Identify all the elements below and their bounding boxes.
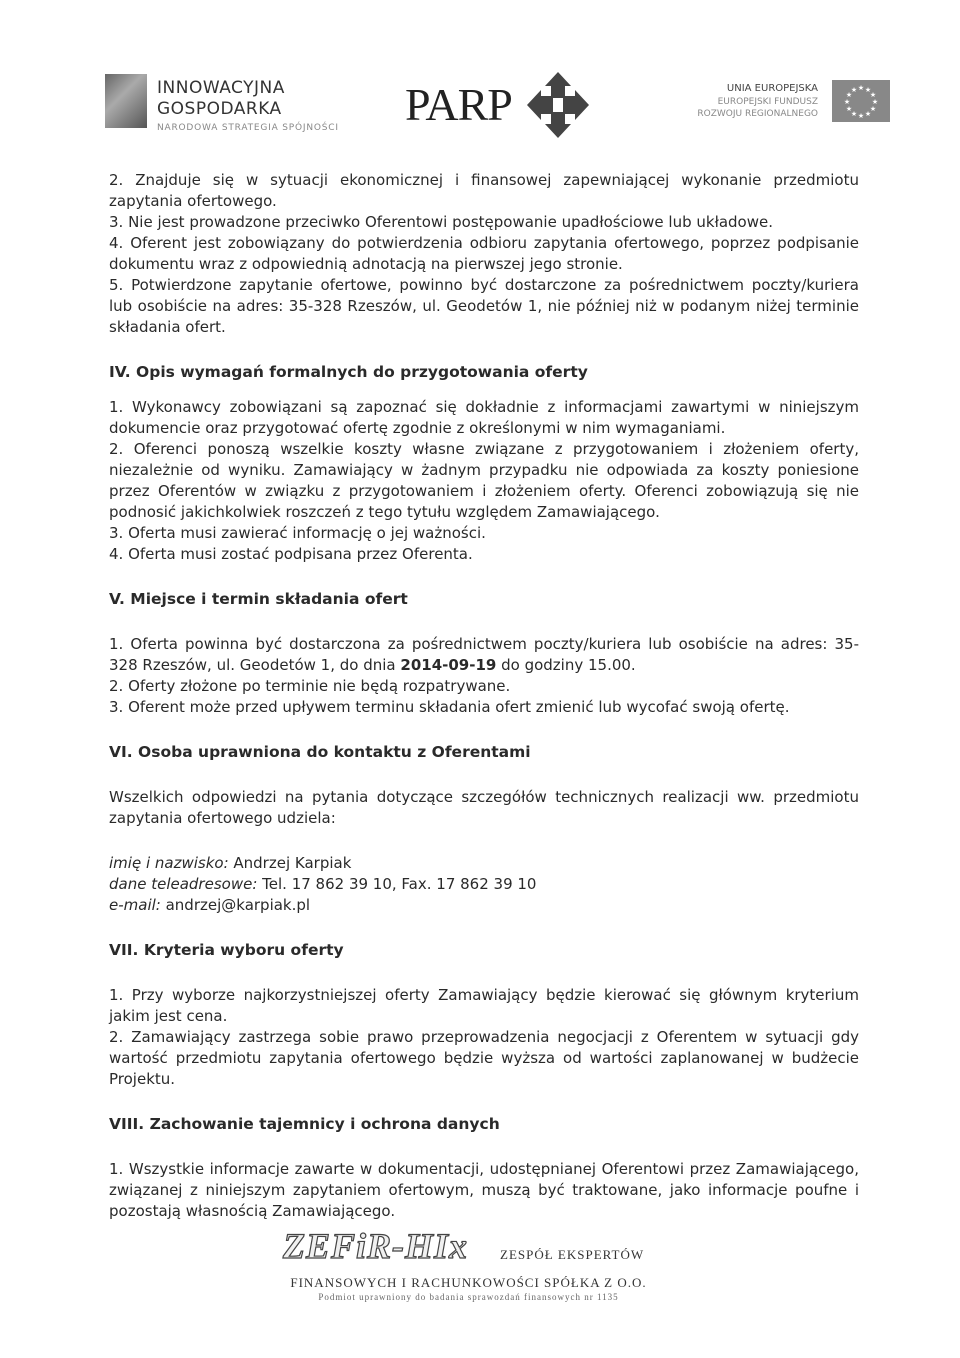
svg-text:★: ★	[864, 110, 872, 118]
ig-logo-line2: GOSPODARKA	[157, 99, 282, 119]
contact-name-label: imię i nazwisko:	[109, 854, 229, 872]
contact-phone-label: dane teleadresowe:	[109, 875, 258, 893]
innowacyjna-gospodarka-mark-icon	[105, 74, 147, 128]
section-v-item-1-text: 1. Oferta powinna być dostarczona za pośrednictwem poczty/kuriera lub osobiście na adres: 35-328 Rzeszów, ul. Geodetów 1, do dnia	[109, 635, 859, 674]
condition-2: 2. Znajduje się w sytuacji ekonomicznej i finansowej zapewniającej wykonanie przedmiotu zapytania ofertowego.	[109, 171, 859, 210]
document-body	[109, 170, 859, 1222]
svg-text:★: ★	[869, 91, 877, 99]
section-iv-item-4: 4. Oferta musi zostać podpisana przez Oferenta.	[109, 545, 473, 563]
contact-phone-value: Tel. 17 862 39 10, Fax. 17 862 39 10	[257, 875, 537, 893]
section-v-item-2: 2. Oferty złożone po terminie nie będą rozpatrywane.	[109, 677, 511, 695]
ig-logo-line3: NARODOWA STRATEGIA SPÓJNOŚCI	[157, 123, 339, 133]
svg-text:★: ★	[850, 86, 858, 94]
section-vi-intro: Wszelkich odpowiedzi na pytania dotyczące szczegółów technicznych realizacji ww. przedmiotu zapytania ofertowego udziela:	[109, 788, 859, 827]
contact-name	[109, 853, 859, 874]
parp-logo-text: PARP	[405, 79, 512, 130]
svg-text:★: ★	[857, 84, 865, 92]
contact-name-value: Andrzej Karpiak	[228, 854, 352, 872]
svg-text:★: ★	[871, 98, 879, 106]
contact-email-label: e-mail:	[109, 896, 161, 914]
stamp-line3: Podmiot uprawniony do badania sprawozdań finansowych nr 1135	[318, 1292, 619, 1302]
contact-phone	[109, 874, 859, 895]
condition-4: 4. Oferent jest zobowiązany do potwierdzenia odbioru zapytania ofertowego, poprzez podpisanie dokumentu wraz z odpowiednią adnotacją na pierwszej jego stronie.	[109, 234, 859, 273]
deadline-date: 2014-09-19	[400, 656, 497, 674]
stamp-line1: ZESPÓŁ EKSPERTÓW	[500, 1247, 645, 1262]
eu-logo	[690, 80, 890, 130]
stamp-logo: ZEFiR-HIx	[283, 1226, 469, 1266]
eu-logo-line3: ROZWOJU REGIONALNEGO	[697, 109, 818, 119]
section-vii-item-1: 1. Przy wyborze najkorzystniejszej oferty Zamawiający będzie kierować się głównym kryterium jakim jest cena.	[109, 986, 859, 1025]
svg-text:★: ★	[864, 86, 872, 94]
stamp-line2: FINANSOWYCH I RACHUNKOWOŚCI SPÓŁKA Z O.O.	[290, 1275, 647, 1290]
page-header	[0, 0, 960, 150]
contact-email	[109, 895, 859, 916]
section-iv-item-1: 1. Wykonawcy zobowiązani są zapoznać się dokładnie z informacjami zawartymi w niniejszym dokumencie oraz przygotować ofertę zgodnie z określonymi w nim wymaganiami.	[109, 398, 859, 437]
section-vii-heading: VII. Kryteria wyboru oferty	[109, 941, 344, 959]
eu-logo-line1: UNIA EUROPEJSKA	[726, 83, 818, 94]
eu-logo-line2: EUROPEJSKI FUNDUSZ	[717, 97, 818, 107]
condition-3: 3. Nie jest prowadzone przeciwko Oferentowi postępowanie upadłościowe lub układowe.	[109, 213, 773, 231]
section-v-item-1-time: do godziny 15.00.	[496, 656, 636, 674]
svg-text:★: ★	[845, 105, 853, 113]
section-iv-heading: IV. Opis wymagań formalnych do przygotowania oferty	[109, 363, 588, 381]
innowacyjna-gospodarka-logo	[105, 72, 405, 134]
section-v-item-1	[109, 634, 859, 676]
ig-logo-line1: INNOWACYJNA	[157, 78, 285, 98]
section-vi-heading: VI. Osoba uprawniona do kontaktu z Oferentami	[109, 743, 531, 761]
section-vii-item-2: 2. Zamawiający zastrzega sobie prawo przeprowadzenia negocjacji z Oferentem w sytuacji gdy wartość przedmiotu zapytania ofertowego będzie wyższa od wartości zaplanowanej w budżecie Projektu.	[109, 1028, 859, 1088]
svg-text:★: ★	[869, 105, 877, 113]
svg-text:★: ★	[843, 98, 851, 106]
section-iv-item-3: 3. Oferta musi zawierać informację o jej ważności.	[109, 524, 486, 542]
company-stamp	[0, 1225, 960, 1305]
svg-text:★: ★	[845, 91, 853, 99]
parp-logo	[405, 70, 605, 140]
section-viii-item-1: 1. Wszystkie informacje zawarte w dokumentacji, udostępnianej Oferentowi przez Zamawiającego, związanej z niniejszym zapytaniem ofertowym, muszą być traktowane, jako informacje poufne i pozostają własnością Zamawiającego.	[109, 1160, 859, 1220]
section-iv-item-2: 2. Oferenci ponoszą wszelkie koszty własne związane z przygotowaniem i złożeniem oferty, niezależnie od wyniku. Zamawiający w żadnym przypadku nie odpowiada za koszty poniesione przez Oferentów w związku z przygotowaniem i złożeniem oferty. Oferenci zobowiązują się nie podnosić jakichkolwiek roszczeń z tego tytułu względem Zamawiającego.	[109, 440, 859, 521]
eu-flag-icon	[832, 80, 890, 122]
section-viii-heading: VIII. Zachowanie tajemnicy i ochrona danych	[109, 1115, 500, 1133]
section-v-heading: V. Miejsce i termin składania ofert	[109, 590, 408, 608]
parp-arrows-icon	[527, 72, 589, 138]
contact-email-value: andrzej@karpiak.pl	[160, 896, 311, 914]
section-v-item-3: 3. Oferent może przed upływem terminu składania ofert zmienić lub wycofać swoją ofertę.	[109, 698, 790, 716]
condition-5: 5. Potwierdzone zapytanie ofertowe, powinno być dostarczone za pośrednictwem poczty/kuriera lub osobiście na adres: 35-328 Rzeszów, ul. Geodetów 1, nie później niż w podanym niżej terminie składania ofert.	[109, 276, 859, 336]
svg-text:★: ★	[850, 110, 858, 118]
svg-text:★: ★	[857, 112, 865, 120]
